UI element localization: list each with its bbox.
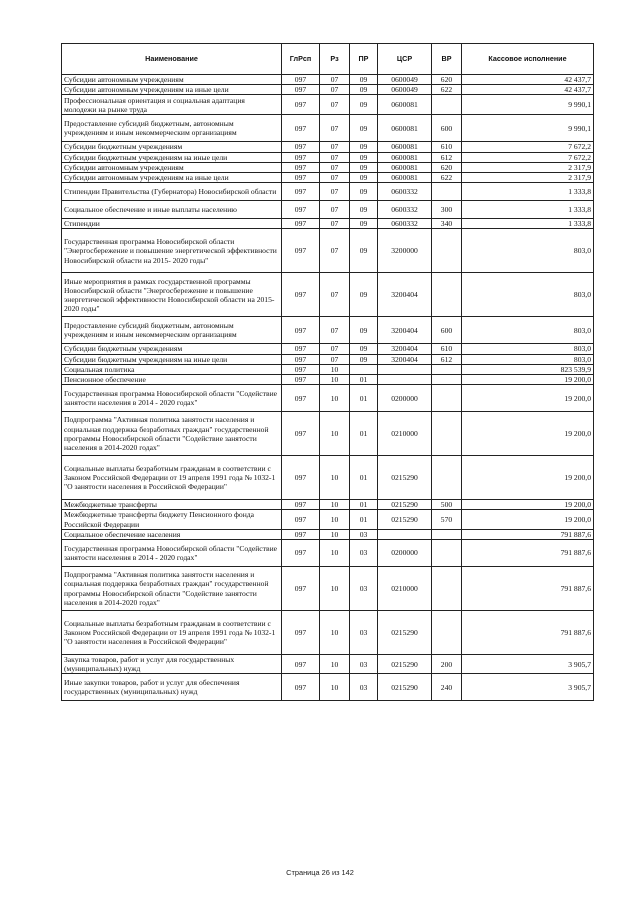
- row-glrsp-cell: 097: [282, 142, 320, 152]
- row-vr-cell: [432, 611, 462, 655]
- row-name-cell: Профессиональная ориентация и социальная адаптация молодежи на рынке труда: [62, 95, 282, 115]
- row-glrsp-cell: 097: [282, 540, 320, 567]
- row-name-cell: Субсидии бюджетным учреждениям на иные цели: [62, 354, 282, 364]
- row-csr-cell: 0600081: [378, 115, 432, 142]
- row-pr-cell: 03: [350, 529, 378, 539]
- row-csr-cell: 0600049: [378, 85, 432, 95]
- row-glrsp-cell: 097: [282, 354, 320, 364]
- header-pr: ПР: [350, 44, 378, 75]
- row-rz-cell: 07: [320, 75, 350, 85]
- row-rz-cell: 10: [320, 529, 350, 539]
- row-csr-cell: 3200404: [378, 317, 432, 344]
- row-vr-cell: 570: [432, 510, 462, 529]
- row-pr-cell: 09: [350, 75, 378, 85]
- row-vr-cell: 610: [432, 344, 462, 354]
- row-rz-cell: 10: [320, 364, 350, 374]
- row-name-cell: Субсидии автономным учреждениям на иные цели: [62, 173, 282, 183]
- row-vr-cell: 240: [432, 674, 462, 701]
- row-name-cell: Подпрограмма "Активная политика занятости населения и социальная поддержка безработных граждан" государственной программы Новосибирской области "Содействие занятости населения в 2014-2020 годах": [62, 412, 282, 456]
- row-csr-cell: 3200404: [378, 344, 432, 354]
- table-row: [62, 500, 594, 510]
- row-csr-cell: 0600332: [378, 201, 432, 219]
- row-glrsp-cell: 097: [282, 219, 320, 229]
- row-glrsp-cell: 097: [282, 412, 320, 456]
- row-vr-cell: 340: [432, 219, 462, 229]
- table-row: [62, 85, 594, 95]
- row-amount-cell: 9 990,1: [462, 115, 594, 142]
- row-csr-cell: 3200404: [378, 354, 432, 364]
- row-csr-cell: 0215290: [378, 674, 432, 701]
- row-amount-cell: 2 317,9: [462, 173, 594, 183]
- row-vr-cell: 600: [432, 317, 462, 344]
- row-rz-cell: 10: [320, 412, 350, 456]
- row-pr-cell: 09: [350, 344, 378, 354]
- row-vr-cell: 622: [432, 85, 462, 95]
- table-row: [62, 75, 594, 85]
- row-glrsp-cell: 097: [282, 162, 320, 172]
- row-amount-cell: 803,0: [462, 273, 594, 317]
- row-vr-cell: 620: [432, 75, 462, 85]
- row-vr-cell: [432, 95, 462, 115]
- row-rz-cell: 07: [320, 219, 350, 229]
- row-name-cell: Иные мероприятия в рамках государственной программы Новосибирской области "Энергосбережение и повышение энергетической эффективности Новосибирской области на 2015- 2020 годы": [62, 273, 282, 317]
- row-glrsp-cell: 097: [282, 75, 320, 85]
- row-vr-cell: [432, 375, 462, 385]
- table-row: [62, 142, 594, 152]
- table-row: [62, 219, 594, 229]
- row-amount-cell: 803,0: [462, 354, 594, 364]
- row-amount-cell: 7 672,2: [462, 152, 594, 162]
- row-csr-cell: 0600049: [378, 75, 432, 85]
- budget-table: [61, 43, 594, 701]
- table-row: [62, 344, 594, 354]
- row-name-cell: Субсидии автономным учреждениям на иные цели: [62, 85, 282, 95]
- row-rz-cell: 07: [320, 142, 350, 152]
- table-row: [62, 229, 594, 273]
- row-glrsp-cell: 097: [282, 317, 320, 344]
- row-pr-cell: 09: [350, 219, 378, 229]
- row-rz-cell: 07: [320, 273, 350, 317]
- row-name-cell: Социальное обеспечение населения: [62, 529, 282, 539]
- row-rz-cell: 10: [320, 500, 350, 510]
- table-row: [62, 529, 594, 539]
- row-amount-cell: 3 905,7: [462, 655, 594, 674]
- row-name-cell: Социальное обеспечение и иные выплаты населению: [62, 201, 282, 219]
- row-amount-cell: 2 317,9: [462, 162, 594, 172]
- row-amount-cell: 19 200,0: [462, 412, 594, 456]
- row-pr-cell: 03: [350, 655, 378, 674]
- row-glrsp-cell: 097: [282, 500, 320, 510]
- row-csr-cell: 0200000: [378, 385, 432, 412]
- row-rz-cell: 07: [320, 115, 350, 142]
- row-csr-cell: 0600081: [378, 162, 432, 172]
- row-rz-cell: 10: [320, 375, 350, 385]
- row-name-cell: Иные закупки товаров, работ и услуг для обеспечения государственных (муниципальных) нужд: [62, 674, 282, 701]
- row-pr-cell: 01: [350, 412, 378, 456]
- row-name-cell: Пенсионное обеспечение: [62, 375, 282, 385]
- row-name-cell: Межбюджетные трансферты: [62, 500, 282, 510]
- row-vr-cell: [432, 529, 462, 539]
- row-glrsp-cell: 097: [282, 456, 320, 500]
- row-glrsp-cell: 097: [282, 173, 320, 183]
- row-vr-cell: [432, 567, 462, 611]
- header-vr: ВР: [432, 44, 462, 75]
- row-glrsp-cell: 097: [282, 229, 320, 273]
- row-amount-cell: 1 333,8: [462, 219, 594, 229]
- row-name-cell: Социальные выплаты безработным гражданам в соответствии с Законом Российской Федерации от 19 апреля 1991 года № 1032-1 "О занятости населения в Российской Федерации": [62, 611, 282, 655]
- row-csr-cell: [378, 375, 432, 385]
- row-glrsp-cell: 097: [282, 364, 320, 374]
- row-name-cell: Субсидии бюджетным учреждениям: [62, 344, 282, 354]
- row-name-cell: Предоставление субсидий бюджетным, автономным учреждениям и иным некоммерческим организациям: [62, 115, 282, 142]
- row-glrsp-cell: 097: [282, 674, 320, 701]
- row-pr-cell: 09: [350, 162, 378, 172]
- row-vr-cell: [432, 229, 462, 273]
- row-pr-cell: 09: [350, 173, 378, 183]
- table-row: [62, 674, 594, 701]
- row-amount-cell: 1 333,8: [462, 201, 594, 219]
- row-pr-cell: 09: [350, 85, 378, 95]
- row-pr-cell: 09: [350, 183, 378, 201]
- row-glrsp-cell: 097: [282, 611, 320, 655]
- row-amount-cell: 42 437,7: [462, 85, 594, 95]
- row-csr-cell: 0215290: [378, 500, 432, 510]
- header-amount: Кассовое исполнение: [462, 44, 594, 75]
- row-glrsp-cell: 097: [282, 115, 320, 142]
- row-csr-cell: 0600081: [378, 142, 432, 152]
- row-pr-cell: 01: [350, 456, 378, 500]
- row-name-cell: Стипендии Правительства (Губернатора) Новосибирской области: [62, 183, 282, 201]
- table-row: [62, 412, 594, 456]
- row-glrsp-cell: 097: [282, 152, 320, 162]
- row-csr-cell: 0600081: [378, 152, 432, 162]
- table-row: [62, 354, 594, 364]
- row-pr-cell: 09: [350, 354, 378, 364]
- row-csr-cell: 0215290: [378, 611, 432, 655]
- table-row: [62, 152, 594, 162]
- row-vr-cell: [432, 183, 462, 201]
- row-amount-cell: 19 200,0: [462, 510, 594, 529]
- row-glrsp-cell: 097: [282, 85, 320, 95]
- row-rz-cell: 10: [320, 456, 350, 500]
- row-pr-cell: 01: [350, 510, 378, 529]
- row-amount-cell: 3 905,7: [462, 674, 594, 701]
- row-name-cell: Государственная программа Новосибирской области "Содействие занятости населения в 2014 - 2020 годах": [62, 540, 282, 567]
- row-vr-cell: 612: [432, 152, 462, 162]
- header-csr: ЦСР: [378, 44, 432, 75]
- row-pr-cell: 09: [350, 201, 378, 219]
- row-amount-cell: 19 200,0: [462, 375, 594, 385]
- row-name-cell: Межбюджетные трансферты бюджету Пенсионного фонда Российской Федерации: [62, 510, 282, 529]
- row-amount-cell: 7 672,2: [462, 142, 594, 152]
- row-rz-cell: 10: [320, 510, 350, 529]
- row-csr-cell: 0215290: [378, 510, 432, 529]
- table-row: [62, 456, 594, 500]
- row-rz-cell: 10: [320, 385, 350, 412]
- table-row: [62, 611, 594, 655]
- row-name-cell: Государственная программа Новосибирской области "Энергосбережение и повышение энергетической эффективности Новосибирской области на 2015- 2020 годы": [62, 229, 282, 273]
- table-row: [62, 540, 594, 567]
- row-name-cell: Подпрограмма "Активная политика занятости населения и социальная поддержка безработных граждан" государственной программы Новосибирской области "Содействие занятости населения в 2014-2020 годах": [62, 567, 282, 611]
- row-rz-cell: 07: [320, 152, 350, 162]
- table-row: [62, 273, 594, 317]
- row-amount-cell: 19 200,0: [462, 456, 594, 500]
- row-rz-cell: 07: [320, 317, 350, 344]
- row-vr-cell: 500: [432, 500, 462, 510]
- row-amount-cell: 803,0: [462, 344, 594, 354]
- row-name-cell: Субсидии автономным учреждениям: [62, 162, 282, 172]
- table-row: [62, 95, 594, 115]
- row-vr-cell: 300: [432, 201, 462, 219]
- row-pr-cell: 09: [350, 317, 378, 344]
- row-name-cell: Субсидии бюджетным учреждениям на иные цели: [62, 152, 282, 162]
- table-row: [62, 173, 594, 183]
- row-csr-cell: [378, 364, 432, 374]
- row-vr-cell: [432, 364, 462, 374]
- table-row: [62, 201, 594, 219]
- row-name-cell: Субсидии автономным учреждениям: [62, 75, 282, 85]
- row-glrsp-cell: 097: [282, 183, 320, 201]
- row-csr-cell: 0210000: [378, 567, 432, 611]
- row-pr-cell: 01: [350, 385, 378, 412]
- table-row: [62, 317, 594, 344]
- row-amount-cell: 42 437,7: [462, 75, 594, 85]
- row-name-cell: Предоставление субсидий бюджетным, автономным учреждениям и иным некоммерческим организациям: [62, 317, 282, 344]
- table-row: [62, 364, 594, 374]
- row-rz-cell: 07: [320, 344, 350, 354]
- row-amount-cell: 791 887,6: [462, 540, 594, 567]
- row-csr-cell: 3200000: [378, 229, 432, 273]
- row-amount-cell: 791 887,6: [462, 611, 594, 655]
- row-pr-cell: 01: [350, 375, 378, 385]
- table-body: [62, 75, 594, 701]
- row-pr-cell: 03: [350, 567, 378, 611]
- row-csr-cell: 0215290: [378, 655, 432, 674]
- row-name-cell: Государственная программа Новосибирской области "Содействие занятости населения в 2014 - 2020 годах": [62, 385, 282, 412]
- row-rz-cell: 07: [320, 183, 350, 201]
- row-pr-cell: 03: [350, 674, 378, 701]
- row-vr-cell: [432, 456, 462, 500]
- table-row: [62, 385, 594, 412]
- row-glrsp-cell: 097: [282, 567, 320, 611]
- row-amount-cell: 19 200,0: [462, 385, 594, 412]
- row-rz-cell: 10: [320, 655, 350, 674]
- row-name-cell: Закупка товаров, работ и услуг для государственных (муниципальных) нужд: [62, 655, 282, 674]
- table-row: [62, 510, 594, 529]
- table-row: [62, 567, 594, 611]
- row-rz-cell: 10: [320, 567, 350, 611]
- row-glrsp-cell: 097: [282, 273, 320, 317]
- row-pr-cell: 09: [350, 95, 378, 115]
- row-csr-cell: 0200000: [378, 540, 432, 567]
- page-number: Страница 26 из 142: [286, 868, 354, 877]
- table-row: [62, 375, 594, 385]
- row-csr-cell: 0215290: [378, 456, 432, 500]
- row-amount-cell: 19 200,0: [462, 500, 594, 510]
- row-glrsp-cell: 097: [282, 529, 320, 539]
- row-pr-cell: 09: [350, 115, 378, 142]
- row-csr-cell: 0600081: [378, 173, 432, 183]
- row-csr-cell: 0600332: [378, 183, 432, 201]
- row-amount-cell: 791 887,6: [462, 529, 594, 539]
- header-rz: Рз: [320, 44, 350, 75]
- row-amount-cell: 803,0: [462, 229, 594, 273]
- row-amount-cell: 823 539,9: [462, 364, 594, 374]
- row-glrsp-cell: 097: [282, 385, 320, 412]
- row-pr-cell: 01: [350, 500, 378, 510]
- row-csr-cell: 0600332: [378, 219, 432, 229]
- table-row: [62, 162, 594, 172]
- row-glrsp-cell: 097: [282, 201, 320, 219]
- row-rz-cell: 07: [320, 162, 350, 172]
- header-name: Наименование: [62, 44, 282, 75]
- row-rz-cell: 10: [320, 611, 350, 655]
- table-row: [62, 655, 594, 674]
- row-csr-cell: 0600081: [378, 95, 432, 115]
- row-pr-cell: [350, 364, 378, 374]
- row-vr-cell: 200: [432, 655, 462, 674]
- table-header-row: [62, 44, 594, 75]
- row-csr-cell: 0210000: [378, 412, 432, 456]
- row-rz-cell: 10: [320, 674, 350, 701]
- row-pr-cell: 03: [350, 611, 378, 655]
- row-vr-cell: 610: [432, 142, 462, 152]
- row-name-cell: Социальная политика: [62, 364, 282, 374]
- row-rz-cell: 07: [320, 229, 350, 273]
- row-rz-cell: 07: [320, 201, 350, 219]
- row-vr-cell: 622: [432, 173, 462, 183]
- row-name-cell: Стипендии: [62, 219, 282, 229]
- row-pr-cell: 03: [350, 540, 378, 567]
- row-amount-cell: 803,0: [462, 317, 594, 344]
- row-amount-cell: 9 990,1: [462, 95, 594, 115]
- row-amount-cell: 791 887,6: [462, 567, 594, 611]
- row-pr-cell: 09: [350, 152, 378, 162]
- row-glrsp-cell: 097: [282, 344, 320, 354]
- row-vr-cell: 612: [432, 354, 462, 364]
- row-glrsp-cell: 097: [282, 510, 320, 529]
- row-name-cell: Социальные выплаты безработным гражданам в соответствии с Законом Российской Федерации от 19 апреля 1991 года № 1032-1 "О занятости населения в Российской Федерации": [62, 456, 282, 500]
- header-glrsp: ГлРсп: [282, 44, 320, 75]
- row-vr-cell: [432, 412, 462, 456]
- table-row: [62, 115, 594, 142]
- row-rz-cell: 07: [320, 95, 350, 115]
- row-rz-cell: 07: [320, 354, 350, 364]
- row-rz-cell: 07: [320, 85, 350, 95]
- row-vr-cell: [432, 385, 462, 412]
- row-vr-cell: [432, 540, 462, 567]
- row-vr-cell: 600: [432, 115, 462, 142]
- row-glrsp-cell: 097: [282, 95, 320, 115]
- table-row: [62, 183, 594, 201]
- row-glrsp-cell: 097: [282, 375, 320, 385]
- row-vr-cell: [432, 273, 462, 317]
- row-csr-cell: [378, 529, 432, 539]
- row-name-cell: Субсидии бюджетным учреждениям: [62, 142, 282, 152]
- row-pr-cell: 09: [350, 229, 378, 273]
- row-glrsp-cell: 097: [282, 655, 320, 674]
- row-amount-cell: 1 333,8: [462, 183, 594, 201]
- row-csr-cell: 3200404: [378, 273, 432, 317]
- row-rz-cell: 10: [320, 540, 350, 567]
- row-rz-cell: 07: [320, 173, 350, 183]
- row-pr-cell: 09: [350, 142, 378, 152]
- row-vr-cell: 620: [432, 162, 462, 172]
- row-pr-cell: 09: [350, 273, 378, 317]
